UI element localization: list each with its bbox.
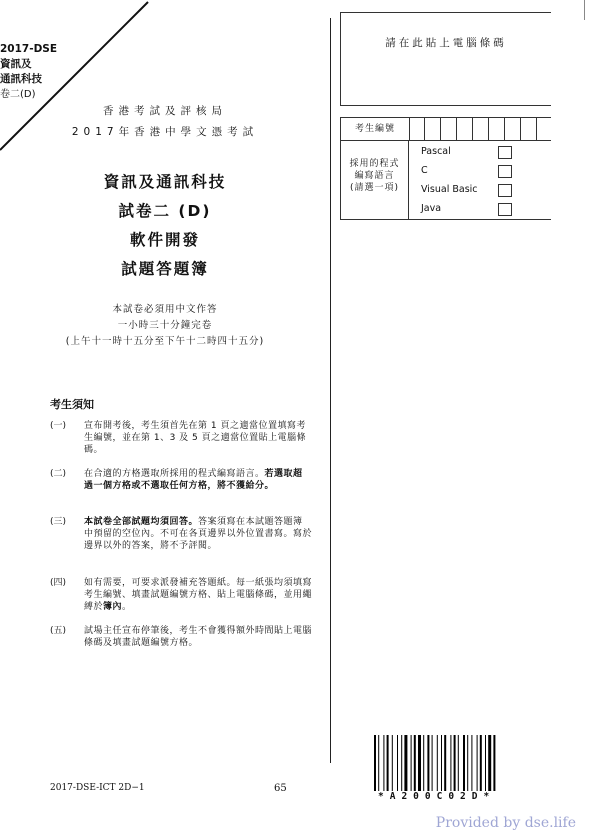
- corner-tag-line1: 2017-DSE: [0, 43, 58, 55]
- checkbox-java[interactable]: [498, 203, 512, 216]
- note-text: 宣布開考後，考生須首先在第 1 頁之適當位置填寫考生編號，並在第 1、3 及 5 頁之適當位置貼上電腦條碼。: [84, 421, 307, 455]
- note-item: [50, 516, 312, 552]
- language-option-c: C: [421, 165, 428, 176]
- barcode-bar: [418, 735, 421, 791]
- barcode-sticker-label: 請在此貼上電腦條碼: [385, 37, 507, 49]
- language-choice-label-line: 編寫語言: [354, 171, 395, 181]
- checkbox-visual-basic[interactable]: [498, 184, 512, 197]
- exam-name: 2017年香港中學文憑考試: [71, 126, 259, 138]
- language-option-pascal: Pascal: [421, 146, 451, 157]
- language-option-java: Java: [421, 203, 442, 214]
- candidate-number-digit-box[interactable]: [537, 118, 550, 140]
- note-text: [84, 516, 312, 552]
- barcode-bar: [423, 735, 424, 791]
- language-instruction: 本試卷必須用中文作答: [112, 304, 218, 315]
- note-text-part: 。: [122, 602, 132, 612]
- subject-title: 資訊及通訊科技: [103, 173, 227, 191]
- barcode-text: *A200C02D*: [378, 791, 496, 802]
- language-choice-label: [341, 140, 409, 219]
- corner-tag-line4: 卷二(D): [0, 89, 36, 100]
- barcode-bar: [414, 735, 416, 791]
- barcode-bar: [441, 735, 442, 791]
- barcode-bar: [450, 735, 451, 791]
- note-number: (四): [50, 578, 67, 588]
- candidate-number-digit-box[interactable]: [457, 118, 473, 140]
- language-choice-label-line: 採用的程式: [349, 159, 400, 169]
- note-item: [50, 420, 312, 456]
- language-option-visual-basic: Visual Basic: [421, 184, 478, 195]
- paper-code: 2017-DSE-ICT 2D−1: [50, 783, 145, 793]
- barcode-bar: [458, 735, 459, 791]
- note-item: [50, 625, 312, 649]
- barcode-bar: [411, 735, 412, 791]
- barcode-sticker-area: [340, 12, 551, 106]
- barcode-bar: [432, 735, 433, 791]
- barcode-bar: [454, 735, 456, 791]
- module-title: 軟件開發: [129, 231, 200, 249]
- barcode-bar: [427, 735, 429, 791]
- checkbox-c[interactable]: [498, 165, 512, 178]
- barcode-bar: [387, 735, 389, 791]
- candidate-number-digit-box[interactable]: [425, 118, 441, 140]
- note-number: (五): [50, 626, 67, 636]
- barcode-bar: [471, 735, 472, 791]
- note-text-bold: 簿內: [103, 602, 123, 612]
- page-number: 65: [274, 783, 287, 794]
- barcode-bar: [437, 735, 438, 791]
- barcode-bar: [383, 735, 384, 791]
- note-text-part: 如有需要，可要求派發補充答題紙。每一紙張均須填寫考生編號、填畫試題編號方格、貼上電腦條碼，並用繩縛於: [84, 578, 313, 612]
- barcode-bar: [444, 735, 446, 791]
- candidate-number-digit-box[interactable]: [521, 118, 537, 140]
- paper-title: 試卷二 (D): [118, 202, 212, 220]
- candidate-number-digit-box[interactable]: [441, 118, 457, 140]
- barcode-bar: [463, 735, 465, 791]
- barcode-bar: [401, 735, 402, 791]
- note-item: [50, 577, 312, 613]
- note-text: [84, 468, 312, 492]
- note-text-bold: 若選取超過一個方格或不選取任何方格，將不獲給分。: [84, 469, 303, 491]
- candidate-number-digit-box[interactable]: [505, 118, 521, 140]
- note-text-part: 在合適的方格選取所採用的程式編寫語言。: [84, 469, 265, 479]
- barcode-bar: [378, 735, 379, 791]
- candidate-number-digit-box[interactable]: [473, 118, 489, 140]
- corner-tag-line3: 通訊科技: [0, 73, 42, 85]
- note-text: [84, 577, 312, 613]
- candidate-number-digit-box[interactable]: [409, 118, 425, 140]
- notes-heading: 考生須知: [50, 398, 94, 411]
- checkbox-pascal[interactable]: [498, 146, 512, 159]
- language-choice-label-line: (請選一項): [349, 183, 400, 193]
- note-number: (三): [50, 517, 67, 527]
- barcode-bar: [392, 735, 393, 791]
- barcode-bar: [467, 735, 468, 791]
- corner-tag-line2: 資訊及: [0, 58, 32, 70]
- candidate-number-label: 考生編號: [341, 118, 410, 140]
- barcode-bar: [488, 735, 491, 791]
- booklet-title: 試題答題簿: [121, 260, 209, 278]
- barcode-bar: [397, 735, 398, 791]
- barcode-bar: [477, 735, 478, 791]
- edge-mark: [584, 0, 589, 20]
- corner-tag: [0, 42, 57, 102]
- candidate-info-table: [340, 117, 551, 220]
- note-number: (一): [50, 421, 67, 431]
- note-text-bold: 本試卷全部試題均須回答。: [84, 517, 199, 527]
- barcode-bar: [404, 735, 407, 791]
- barcode-image: [372, 735, 552, 793]
- barcode-bar: [485, 735, 486, 791]
- provided-by-watermark: Provided by dse.life: [435, 815, 576, 831]
- duration: 一小時三十分鐘完卷: [117, 320, 213, 331]
- page-divider: [330, 18, 331, 763]
- note-number: (二): [50, 469, 67, 479]
- barcode-bar: [374, 735, 376, 791]
- authority-name: 香港考試及評核局: [103, 105, 227, 117]
- note-text: 試場主任宣布停筆後，考生不會獲得額外時間貼上電腦條碼及填畫試題編號方格。: [84, 626, 313, 648]
- time-range: (上午十一時十五分至下午十二時四十五分): [65, 336, 265, 347]
- candidate-number-row: [341, 118, 551, 141]
- candidate-number-digit-box[interactable]: [489, 118, 505, 140]
- note-text-part: 答案須寫在本試題答題簿中預留的空位內。不可在各頁邊界以外位置書寫。寫於邊界以外的答案，將不予評閱。: [84, 517, 313, 551]
- note-item: [50, 468, 312, 492]
- barcode-bar: [480, 735, 482, 791]
- barcode-bar: [493, 735, 495, 791]
